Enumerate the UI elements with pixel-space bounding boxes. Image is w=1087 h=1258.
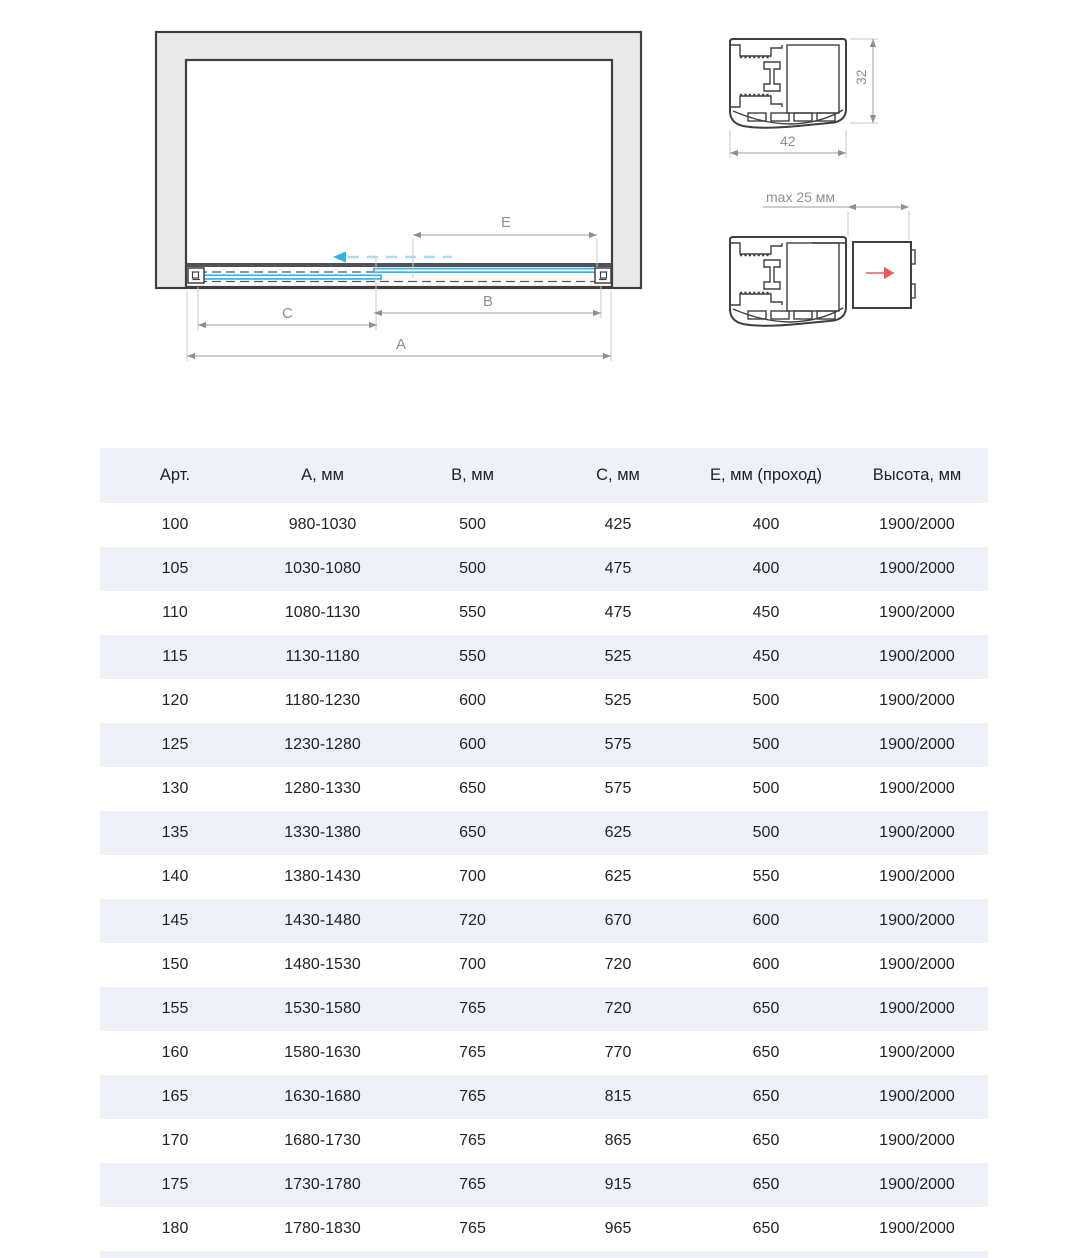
table-cell: 150	[161, 956, 189, 973]
table-row	[100, 899, 988, 943]
max-extension-label: max 25 мм	[766, 189, 836, 205]
table-row	[100, 1119, 988, 1163]
table-cell: 115	[162, 648, 188, 665]
table-cell: 650	[459, 780, 486, 797]
table-cell: 130	[161, 780, 189, 797]
column-header-e: Е, мм (проход)	[686, 448, 846, 503]
table-cell: 1900/2000	[879, 868, 955, 885]
table-cell: 965	[604, 1220, 632, 1237]
table-cell: 1730-1780	[284, 1176, 361, 1193]
table-cell: 650	[459, 824, 486, 841]
table-cell: 1900/2000	[879, 912, 955, 929]
table-cell: 1130-1180	[285, 648, 360, 665]
table-cell: 765	[459, 1044, 486, 1061]
table-cell: 865	[604, 1132, 632, 1149]
table-cell: 1900/2000	[879, 648, 955, 665]
table-cell: 1900/2000	[879, 1088, 955, 1105]
table-cell: 1580-1630	[284, 1044, 361, 1061]
table-cell: 525	[604, 648, 632, 665]
profile-cross-section	[730, 39, 878, 158]
table-cell: 650	[752, 1000, 780, 1017]
table-cell: 145	[161, 912, 189, 929]
table-cell: 1030-1080	[284, 560, 361, 577]
table-row	[100, 503, 988, 547]
table-cell: 475	[604, 560, 632, 577]
table-cell: 500	[752, 780, 780, 797]
spec-table-body	[100, 503, 988, 1251]
table-cell: 165	[161, 1088, 189, 1105]
table-cell: 575	[604, 780, 632, 797]
table-cell: 1230-1280	[284, 736, 361, 753]
table-cell: 1900/2000	[879, 560, 955, 577]
spec-table	[100, 448, 988, 1251]
table-cell: 100	[161, 516, 189, 533]
table-cell: 1900/2000	[879, 780, 955, 797]
dim-label-e: E	[501, 214, 512, 231]
table-cell: 1380-1430	[284, 868, 361, 885]
table-cell: 500	[459, 560, 486, 577]
table-row	[100, 679, 988, 723]
table-cell: 120	[161, 692, 189, 709]
table-row	[100, 767, 988, 811]
table-cell: 700	[459, 868, 486, 885]
table-cell: 140	[161, 868, 189, 885]
table-cell: 980-1030	[288, 516, 357, 533]
table-row	[100, 1163, 988, 1207]
table-cell: 160	[161, 1044, 189, 1061]
table-row	[100, 855, 988, 899]
table-cell: 650	[752, 1088, 780, 1105]
column-header-height: Высота, мм	[846, 448, 988, 503]
technical-drawings	[0, 0, 1087, 430]
table-cell: 625	[604, 868, 632, 885]
table-cell: 425	[604, 516, 632, 533]
table-cell: 815	[604, 1088, 632, 1105]
table-cell: 600	[752, 956, 780, 973]
table-cell: 1900/2000	[879, 1132, 955, 1149]
table-cell: 525	[604, 692, 632, 709]
table-cell: 700	[459, 956, 486, 973]
table-row	[100, 943, 988, 987]
table-cell: 1900/2000	[879, 604, 955, 621]
extension-profile	[853, 242, 915, 308]
table-cell: 400	[752, 560, 780, 577]
table-cell: 1280-1330	[284, 780, 361, 797]
table-cell: 600	[459, 692, 486, 709]
table-cell: 1330-1380	[284, 824, 361, 841]
shower-interior	[186, 60, 612, 287]
table-cell: 1900/2000	[879, 692, 955, 709]
column-header-b: В, мм	[395, 448, 550, 503]
table-cell: 1900/2000	[879, 1176, 955, 1193]
table-cell: 450	[752, 648, 780, 665]
sliding-glass-panel	[197, 275, 381, 279]
column-header-c: С, мм	[550, 448, 686, 503]
fixed-glass-panel	[374, 269, 603, 273]
table-cell: 1430-1480	[284, 912, 361, 929]
table-cell: 180	[161, 1220, 189, 1237]
table-row	[100, 547, 988, 591]
table-cell: 475	[604, 604, 632, 621]
table-cell: 575	[604, 736, 632, 753]
table-cell: 1900/2000	[879, 736, 955, 753]
table-cell: 500	[752, 736, 780, 753]
dim-label-a: A	[396, 336, 407, 353]
wall-profile-drawing	[730, 39, 846, 128]
table-cell: 500	[752, 824, 780, 841]
table-cell: 125	[161, 736, 189, 753]
niche-top-view	[156, 32, 641, 361]
left-wall-bracket	[188, 268, 204, 283]
table-cell: 625	[604, 824, 632, 841]
table-cell: 1630-1680	[284, 1088, 361, 1105]
table-row	[100, 635, 988, 679]
top-rail	[187, 263, 611, 267]
table-cell: 915	[604, 1176, 632, 1193]
table-cell: 1900/2000	[879, 1220, 955, 1237]
right-wall-bracket	[595, 268, 611, 283]
table-cell: 110	[162, 604, 188, 621]
table-cell: 765	[459, 1176, 486, 1193]
table-cell: 1680-1730	[284, 1132, 361, 1149]
table-cell: 500	[752, 692, 780, 709]
column-header-art: Арт.	[100, 448, 250, 503]
table-row	[100, 1075, 988, 1119]
table-cell: 720	[604, 1000, 632, 1017]
table-cell: 600	[752, 912, 780, 929]
table-row	[100, 1031, 988, 1075]
dim-label-width: 42	[780, 133, 796, 149]
table-cell: 1900/2000	[879, 1044, 955, 1061]
extension-dimension	[763, 189, 909, 240]
table-cell: 135	[161, 824, 189, 841]
table-cell: 1780-1830	[284, 1220, 361, 1237]
table-cell: 765	[459, 1000, 486, 1017]
table-cell: 550	[459, 604, 486, 621]
profile-extension-view	[730, 189, 915, 326]
table-cell: 175	[161, 1176, 189, 1193]
table-cell: 720	[459, 912, 486, 929]
table-row	[100, 1207, 988, 1251]
wall-profile-drawing	[730, 237, 846, 326]
table-cell: 765	[459, 1132, 486, 1149]
table-cell: 1480-1530	[284, 956, 361, 973]
table-cell: 105	[161, 560, 189, 577]
next-row-sliver	[100, 1251, 988, 1258]
table-row	[100, 591, 988, 635]
column-header-a: А, мм	[250, 448, 395, 503]
table-cell: 765	[459, 1220, 486, 1237]
table-header-row	[100, 448, 988, 503]
dim-label-c: C	[282, 305, 293, 322]
table-cell: 720	[604, 956, 632, 973]
table-cell: 400	[752, 516, 780, 533]
table-cell: 500	[459, 516, 486, 533]
table-cell: 650	[752, 1044, 780, 1061]
table-cell: 550	[752, 868, 780, 885]
table-cell: 765	[459, 1088, 486, 1105]
table-cell: 1900/2000	[879, 516, 955, 533]
table-row	[100, 811, 988, 855]
table-cell: 170	[161, 1132, 189, 1149]
table-row	[100, 987, 988, 1031]
table-cell: 770	[604, 1044, 632, 1061]
table-cell: 450	[752, 604, 780, 621]
table-cell: 650	[752, 1220, 780, 1237]
table-cell: 1180-1230	[284, 692, 361, 709]
table-cell: 1900/2000	[879, 1000, 955, 1017]
dim-label-height: 32	[853, 69, 869, 85]
table-cell: 650	[752, 1132, 780, 1149]
table-cell: 1080-1130	[284, 604, 361, 621]
table-cell: 550	[459, 648, 486, 665]
table-cell: 670	[604, 912, 632, 929]
dim-label-b: B	[483, 293, 494, 310]
table-cell: 1530-1580	[284, 1000, 361, 1017]
table-cell: 1900/2000	[879, 956, 955, 973]
table-cell: 650	[752, 1176, 780, 1193]
table-cell: 600	[459, 736, 486, 753]
table-cell: 1900/2000	[879, 824, 955, 841]
table-row	[100, 723, 988, 767]
table-cell: 155	[161, 1000, 189, 1017]
